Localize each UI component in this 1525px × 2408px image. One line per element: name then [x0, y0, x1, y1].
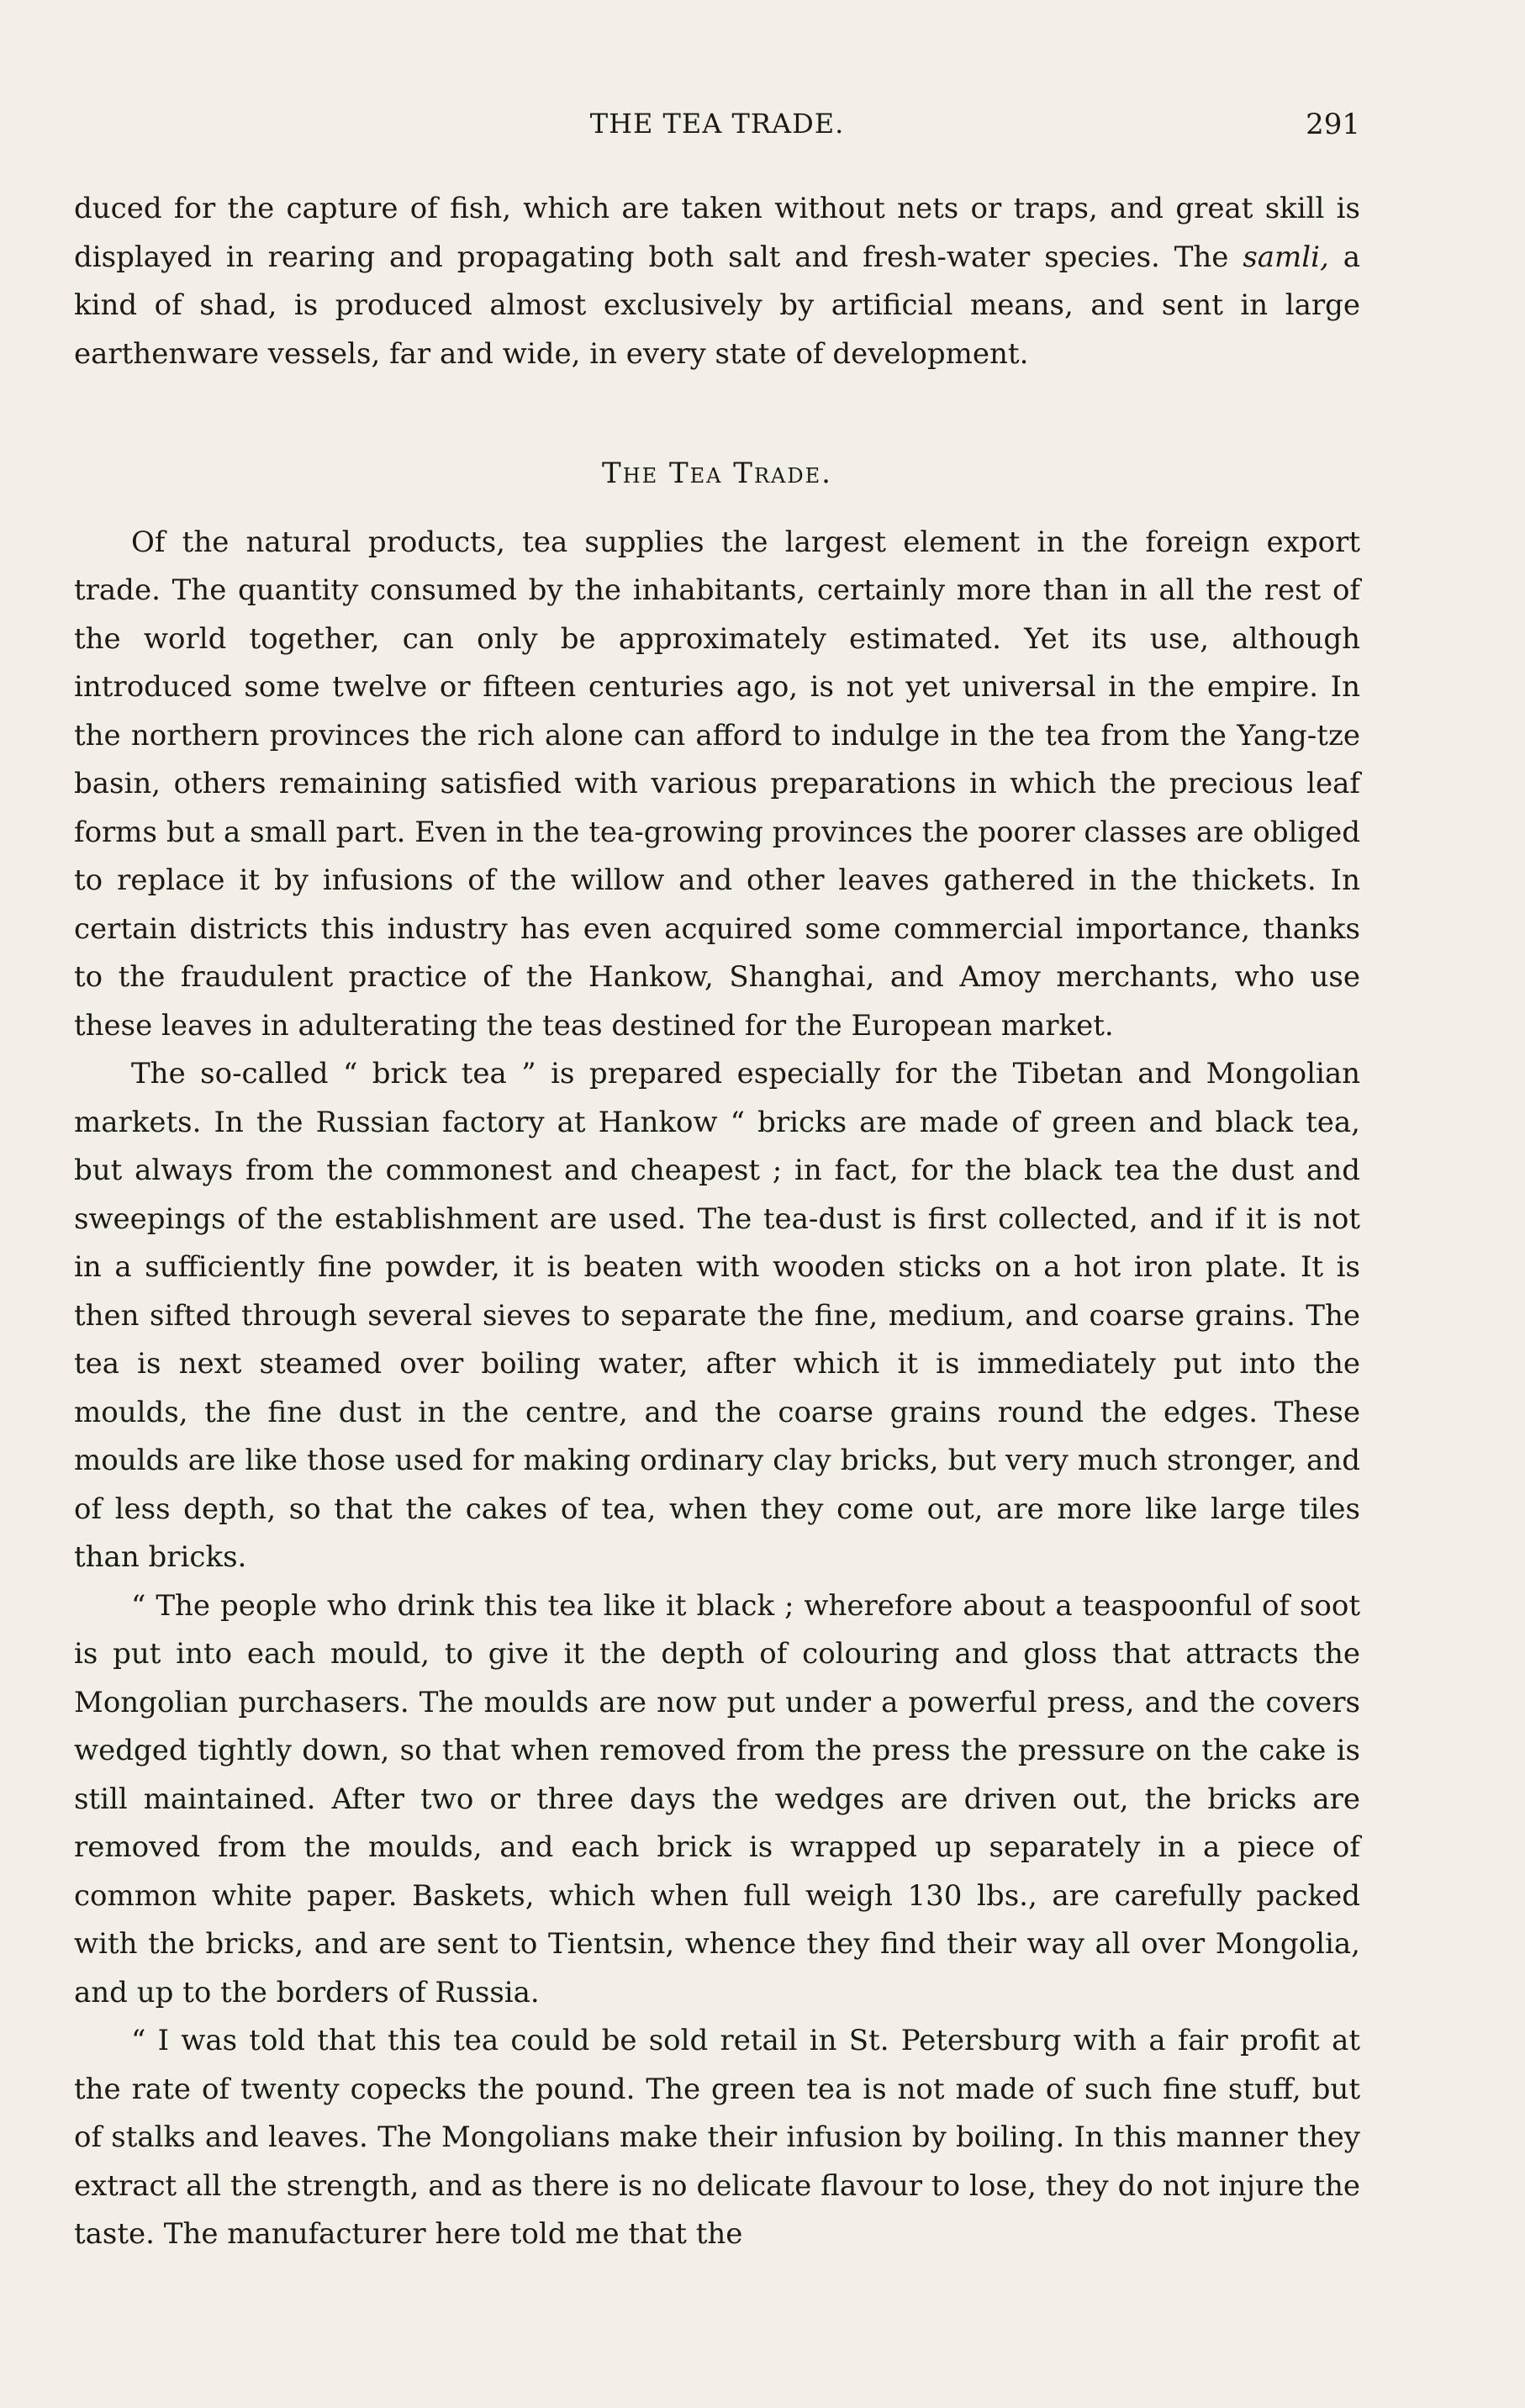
page-body	[74, 185, 1360, 2259]
page-number: 291	[1306, 108, 1360, 141]
intro-text-part2: a kind of shad, is produced almost exclusively by artificial means, and sent in large earthenware vessels, far and wide, in every state of development.	[74, 240, 1360, 371]
intro-text-part1: duced for the capture of fish, which are taken without nets or traps, and great skill is displayed in rearing and propagating both salt and fresh-water species. The	[74, 192, 1360, 274]
running-head	[74, 108, 1360, 158]
intro-italic-word: samli,	[1243, 240, 1329, 274]
paragraph-retail-price: “ I was told that this tea could be sold retail in St. Petersburg with a fair profit at the rate of twenty copecks the pound. The green tea is not made of such fine stuff, but of stalks and leaves. The Mongolians make their infusion by boiling. In this manner they extract all the strength, and as there is no delicate flavour to lose, they do not injure the taste. The manufacturer here told me that the	[74, 2024, 1360, 2251]
paragraph-soot-moulds: “ The people who drink this tea like it black ; wherefore about a teaspoonful of soot is put into each mould, to give it the depth of colouring and gloss that attracts the Mongolian purchasers. The moulds are now put under a powerful press, and the covers wedged tightly down, so that when removed from the press the pressure on the cake is still maintained. After two or three days the wedges are driven out, the bricks are removed from the moulds, and each brick is wrapped up separately in a piece of common white paper. Baskets, which when full weigh 130 lbs., are carefully packed with the bricks, and are sent to Tientsin, whence they find their way all over Mongolia, and up to the borders of Russia.	[74, 1588, 1360, 2009]
paragraph-brick-tea: The so-called “ brick tea ” is prepared especially for the Tibetan and Mongolian markets. In the Russian factory at Hankow “ bricks are made of green and black tea, but always from the commonest and cheapest ; in fact, for the black tea the dust and sweepings of the establishment are used. The tea-dust is first collected, and if it is not in a sufficiently fine powder, it is beaten with wooden sticks on a hot iron plate. It is then sifted through several sieves to separate the fine, medium, and coarse grains. The tea is next steamed over boiling water, after which it is immediately put into the moulds, the fine dust in the centre, and the coarse grains round the edges. These moulds are like those used for making ordinary clay bricks, but very much stronger, and of less depth, so that the cakes of tea, when they come out, are more like large tiles than bricks.	[74, 1057, 1360, 1574]
paragraph-natural-products: Of the natural products, tea supplies the largest element in the foreign export trade. The quantity consumed by the inhabitants, certainly more than in all the rest of the world together, can only be approximately estimated. Yet its use, although introduced some twelve or fifteen centuries ago, is not yet universal in the empire. In the northern provinces the rich alone can afford to indulge in the tea from the Yang-tze basin, others remaining satisfied with various preparations in which the precious leaf forms but a small part. Even in the tea-growing provinces the poorer classes are obliged to replace it by infusions of the willow and other leaves gathered in the thickets. In certain districts this industry has even acquired some commercial importance, thanks to the fraudulent practice of the Hankow, Shanghai, and Amoy merchants, who use these leaves in adulterating the teas destined for the European market.	[74, 525, 1360, 1043]
intro-paragraph	[74, 185, 1360, 378]
section-heading: The Tea Trade.	[602, 457, 832, 490]
running-title: THE TEA TRADE.	[589, 108, 845, 140]
